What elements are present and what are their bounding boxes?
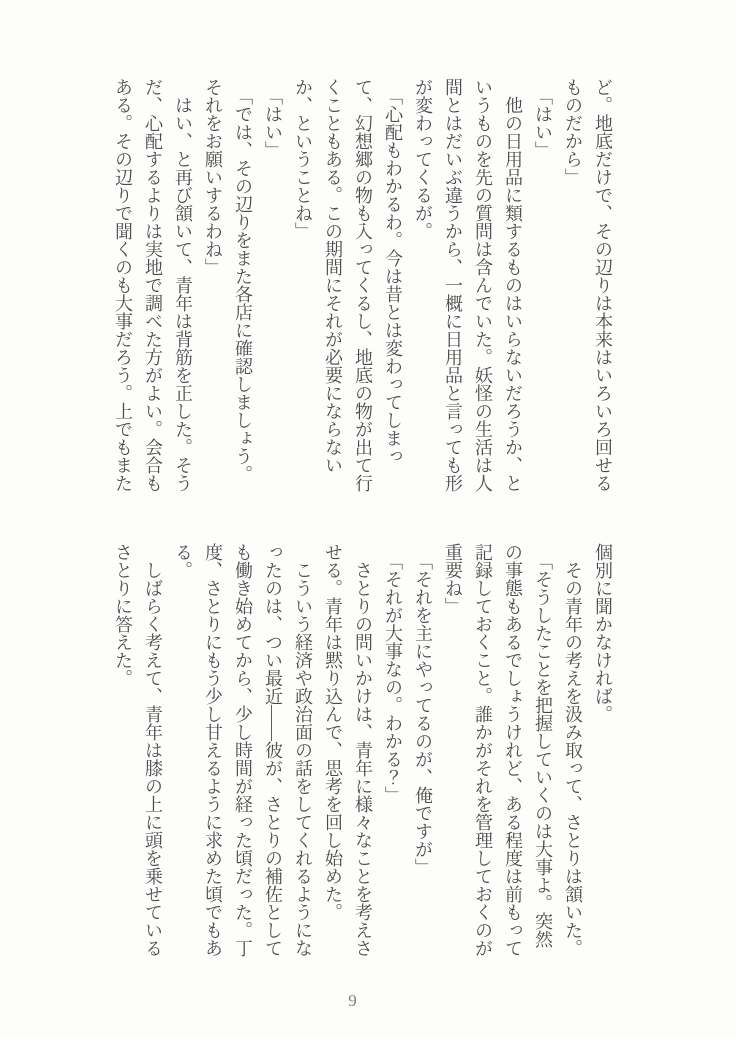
- paragraph-continuation: ど。地底だけで、その辺りは本来はいろいろ回せるものだから」: [563, 78, 613, 492]
- dialogue-paragraph: 「はい」: [263, 87, 283, 159]
- text-band-top: [108, 78, 618, 494]
- dialogue-paragraph: 「では、その辺りをまた各店に確認しましょう。それをお願いするわね」: [203, 78, 253, 483]
- narrative-paragraph: しばらく考えて、青年は膝の上に頭を乗せているさとりに答えた。: [113, 543, 163, 957]
- dialogue-paragraph: 「それが大事なの。わかる？」: [383, 552, 403, 804]
- narrative-paragraph: その青年の考えを汲み取って、さとりは頷いた。: [563, 561, 583, 957]
- narrative-paragraph: はい、と再び頷いて、青年は背筋を正した。そうだ、心配するよりは実地で調べた方がよい。会合もある。その辺りで聞くのも大事だろう。上でもまた: [113, 78, 193, 492]
- text-band-bottom: [108, 543, 618, 959]
- dialogue-paragraph: 「はい」: [533, 87, 553, 159]
- paragraph-continuation: 個別に聞かなければ。: [593, 543, 613, 723]
- dialogue-paragraph: 「心配もわかるわ。今は昔とは変わってしまって、幻想郷の物も入ってくるし、地底の物が出て行くこともある。この期間にそれが必要にならないか、ということね」: [293, 78, 403, 492]
- dialogue-paragraph: 「そうしたことを把握していくのは大事よ。突然の事態もあるでしょうけれど、ある程度は前もって記録しておくこと。誰かがそれを管理しておくのが重要ね」: [443, 543, 553, 957]
- narrative-paragraph: 他の日用品に類するものはいらないだろうか、というものを先の質問は含んでいた。妖怪の生活は人間とはだいぶ違うから、一概に日用品と言っても形が変わってくるが。: [413, 78, 523, 492]
- narrative-paragraph: こういう経済や政治面の話をしてくれるようになったのは、つい最近――彼が、さとりの補佐としても働き始めてから、少し時間が経った頃だった。丁度、さとりにもう少し甘えるように求めた頃でもある。: [173, 543, 313, 957]
- narrative-paragraph: さとりの問いかけは、青年に様々なことを考えさせる。青年は黙り込んで、思考を回し始めた。: [323, 543, 373, 957]
- page-number: 9: [348, 991, 358, 1010]
- dialogue-paragraph: 「それを主にやってるのが、俺ですが」: [413, 552, 433, 876]
